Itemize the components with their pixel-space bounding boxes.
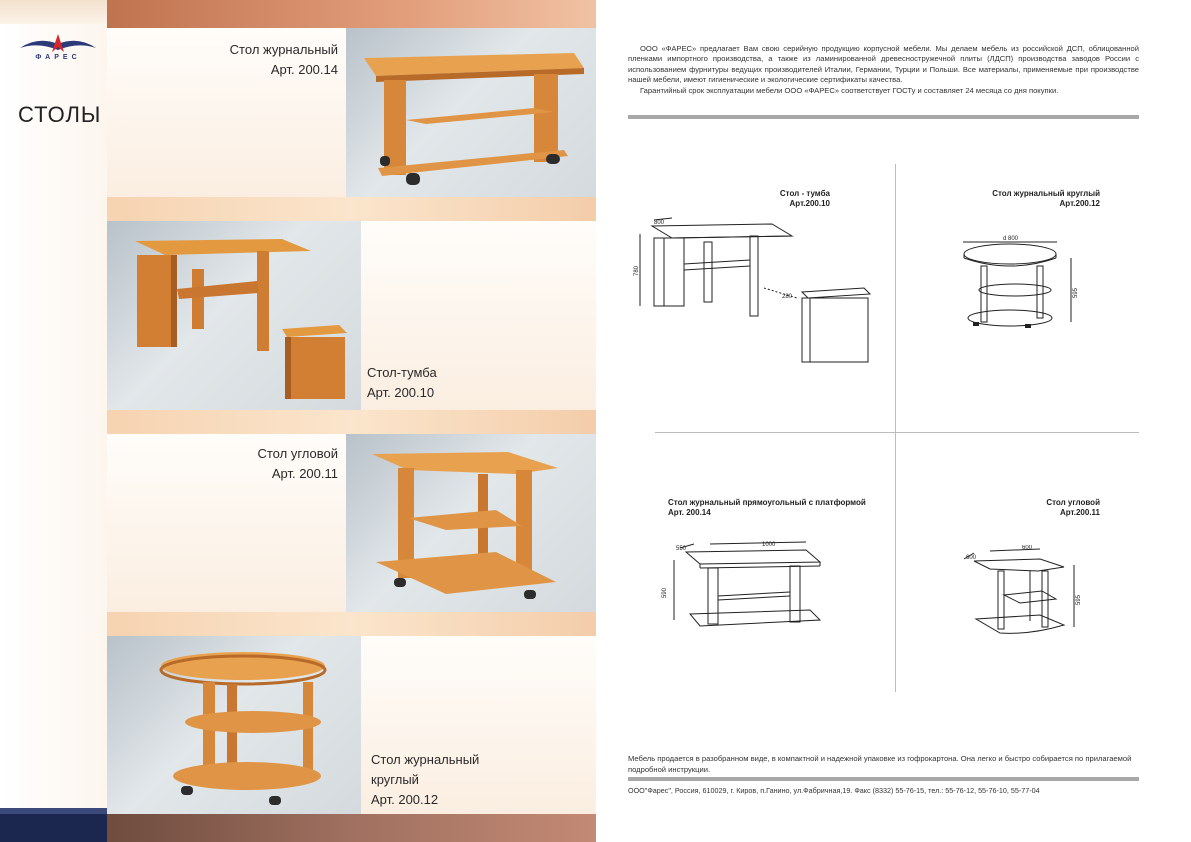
dim-600-left: 600 — [966, 555, 977, 561]
drawing-article-4: Арт.200.11 — [1059, 508, 1100, 517]
dim-d800: d 800 — [1003, 236, 1019, 242]
dim-550: 550 — [676, 546, 687, 552]
drawing-round-table — [955, 232, 1085, 336]
drawing-folding-table — [632, 214, 882, 370]
photo-folding-table — [107, 221, 361, 410]
photo-corner-table — [346, 434, 596, 612]
drawing-label-4 — [1010, 498, 1100, 518]
dim-590: 590 — [662, 587, 668, 598]
dim-280: 280 — [782, 294, 793, 300]
drawing-rect-table — [650, 540, 830, 640]
drawing-article-2: Арт.200.12 — [1059, 199, 1100, 208]
footer-note: Мебель продается в разобранном виде, в компактной и надежной упаковке из гофрокартона. Она легко и быстро собирается по прилагаемой подробной инструкции. — [628, 754, 1132, 774]
bottom-band — [107, 814, 596, 842]
product-name-4-line1: Стол журнальный — [371, 752, 480, 767]
caption-box-4 — [361, 636, 596, 814]
bottom-rule — [628, 777, 1139, 781]
caption-box-1 — [107, 28, 346, 197]
drawing-label-3 — [668, 498, 888, 518]
product-name-3: Стол угловой — [257, 446, 338, 461]
product-article-2: Арт. 200.10 — [367, 385, 435, 400]
product-name-1: Стол журнальный — [229, 42, 338, 57]
intro-paragraph-2: Гарантийный срок эксплуатации мебели ООО «ФАРЕС» соответствует ГОСТу и составляет 24 месяца со дня покупки. — [640, 85, 1059, 95]
drawing-title-1: Стол - тумба — [779, 189, 830, 198]
caption-box-2 — [361, 221, 596, 410]
drawing-article-3: Арт. 200.14 — [668, 508, 711, 517]
spine-top-band — [0, 0, 107, 24]
top-band — [107, 0, 596, 28]
spine-bottom-accent — [0, 808, 107, 814]
caption-box-3 — [107, 434, 346, 612]
product-article-4: Арт. 200.12 — [371, 792, 439, 807]
separator-band-1 — [107, 197, 596, 221]
intro-text — [628, 44, 1139, 96]
dim-1000: 1000 — [762, 542, 776, 548]
product-name-4-line2: круглый — [371, 772, 419, 787]
photo-round-table — [107, 636, 361, 814]
intro-paragraph-1: ООО «ФАРЕС» предлагает Вам свою серийную продукцию корпусной мебели. Мы делаем мебель из российской ДСП, облицованной пленками импортного производства, а также из ламинированной древесностружечной плиты (ЛДСП) производства заводов России с использованием фурнитуры ведущих производителей Италии, Германии, Турции и Польши. Все материалы, применяемые при производстве нашей мебели, имеют гигиенические и экологические сертификаты качества. — [628, 44, 1139, 85]
company-address: ООО"Фарес", Россия, 610029, г. Киров, п.Ганино, ул.Фабричная,19. Факс (8332) 55-76-15, тел.: 55-76-12, 55-76-10, 55-77-04 — [628, 786, 1040, 795]
drawing-corner-table — [960, 545, 1090, 637]
dim-595-round: 595 — [1073, 287, 1079, 298]
dim-595-corner: 595 — [1076, 594, 1082, 605]
product-article-3: Арт. 200.11 — [271, 466, 338, 481]
drawing-label-2 — [960, 189, 1100, 209]
separator-band-3 — [107, 612, 596, 636]
separator-band-2 — [107, 410, 596, 434]
product-name-2: Стол-тумба — [367, 365, 437, 380]
grid-vertical-line — [895, 164, 896, 692]
dim-780: 780 — [634, 265, 640, 276]
photo-coffee-table — [346, 28, 596, 197]
drawing-title-3: Стол журнальный прямоугольный с платформой — [668, 498, 866, 507]
grid-horizontal-line — [655, 432, 1139, 433]
drawing-label-1 — [740, 189, 830, 209]
logo-text: ФАРЕС — [35, 54, 81, 61]
drawing-title-2: Стол журнальный круглый — [992, 189, 1100, 198]
top-rule — [628, 115, 1139, 119]
section-title: СТОЛЫ — [18, 102, 102, 127]
drawing-title-4: Стол угловой — [1046, 498, 1100, 507]
dim-600-top: 600 — [1022, 545, 1033, 551]
dim-800: 800 — [654, 220, 665, 226]
drawing-article-1: Арт.200.10 — [789, 199, 830, 208]
product-article-1: Арт. 200.14 — [270, 62, 338, 77]
